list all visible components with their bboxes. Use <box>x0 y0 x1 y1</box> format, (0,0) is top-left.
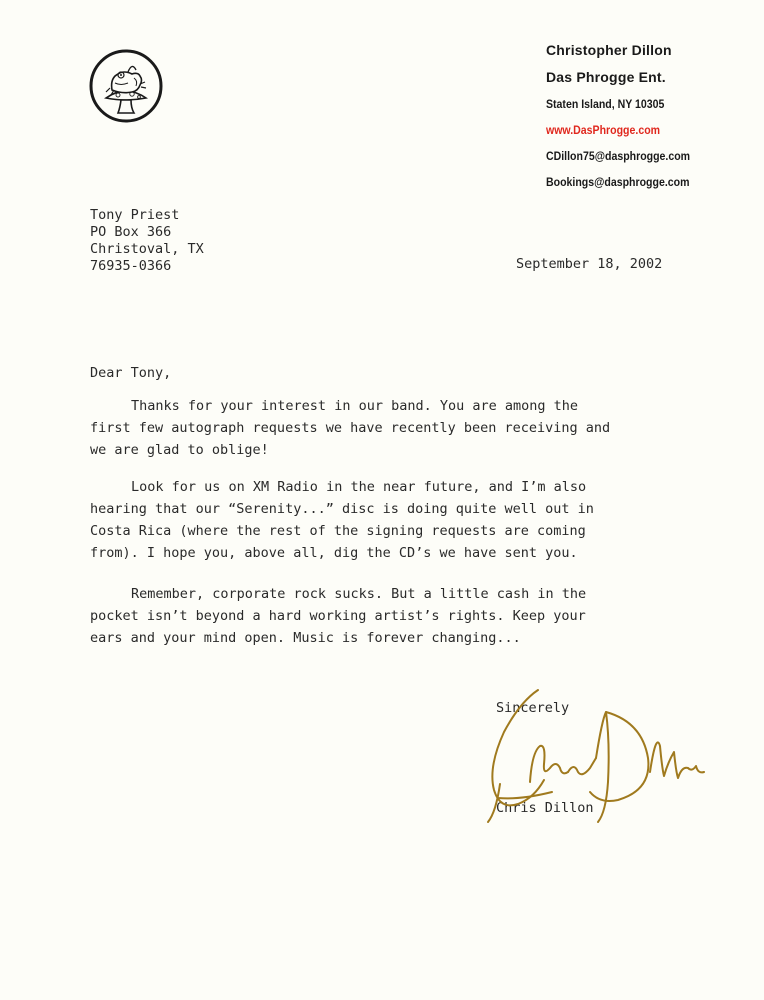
address-line: 76935-0366 <box>90 258 172 274</box>
company-name: Das Phrogge Ent. <box>546 69 666 85</box>
recipient-address <box>90 207 204 275</box>
sender-location: Staten Island, NY 10305 <box>546 97 665 111</box>
paragraph-line: we are glad to oblige! <box>90 442 269 458</box>
paragraph-line: Remember, corporate rock sucks. But a little cash in the <box>131 586 587 602</box>
paragraph-line: from). I hope you, above all, dig the CD’s we have sent you. <box>90 545 578 561</box>
body-paragraph-1 <box>90 395 650 461</box>
paragraph-line: ears and your mind open. Music is forever changing... <box>90 630 521 646</box>
letterhead <box>546 42 756 189</box>
paragraph-line: first few autograph requests we have recently been receiving and <box>90 420 611 436</box>
website-link[interactable]: www.DasPhrogge.com <box>546 123 661 137</box>
paragraph-line: Look for us on XM Radio in the near future, and I’m also <box>131 479 587 495</box>
personal-email[interactable]: CDillon75@dasphrogge.com <box>546 149 691 163</box>
paragraph-line: pocket isn’t beyond a hard working artist’s rights. Keep your <box>90 608 586 624</box>
closing: Sincerely <box>496 700 570 716</box>
address-line: Tony Priest <box>90 207 180 223</box>
frog-on-mushroom-icon <box>88 48 164 124</box>
paragraph-line: hearing that our “Serenity...” disc is doing quite well out in <box>90 501 594 517</box>
address-line: PO Box 366 <box>90 224 172 240</box>
bookings-email[interactable]: Bookings@dasphrogge.com <box>546 175 690 189</box>
paragraph-line: Costa Rica (where the rest of the signing requests are coming <box>90 523 586 539</box>
body-paragraph-2 <box>90 476 650 564</box>
sender-name: Christopher Dillon <box>546 42 672 58</box>
salutation: Dear Tony, <box>90 365 172 381</box>
address-line: Christoval, TX <box>90 241 204 257</box>
signer-name: Chris Dillon <box>496 800 594 816</box>
paragraph-line: Thanks for your interest in our band. You are among the <box>131 398 579 414</box>
body-paragraph-3 <box>90 583 650 649</box>
letter-date: September 18, 2002 <box>516 256 663 272</box>
handwritten-signature <box>460 672 710 832</box>
